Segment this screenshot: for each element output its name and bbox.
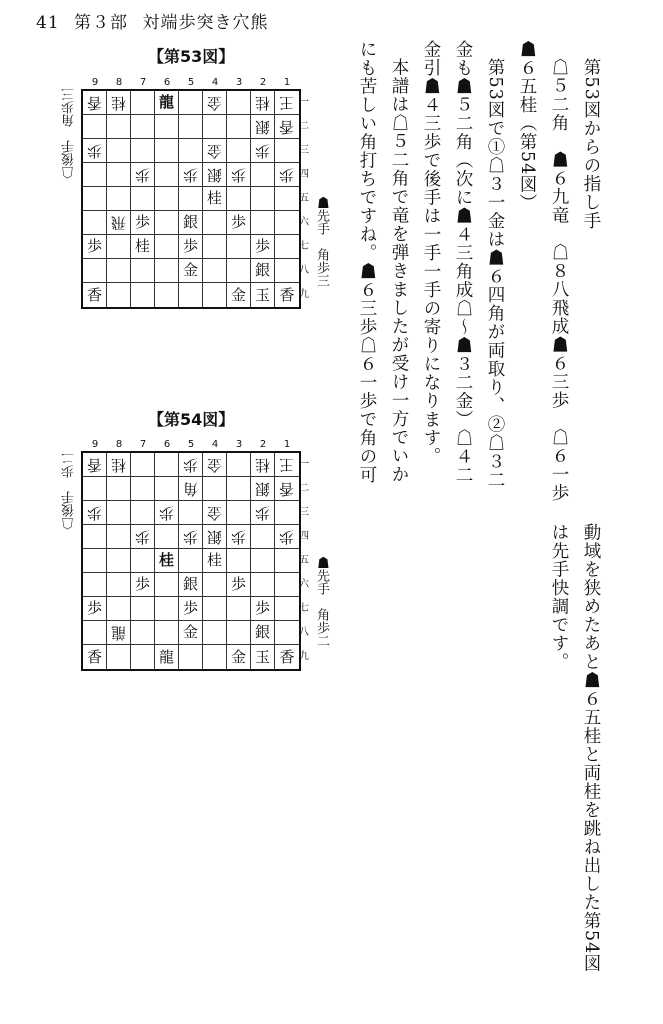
board-square	[251, 501, 275, 525]
gote-piece: 金	[206, 142, 222, 160]
board-square	[107, 645, 131, 669]
board-square	[251, 187, 275, 211]
rank-label: 四	[299, 531, 309, 542]
diagram-53-sente-hand: ☗先手 角歩三	[314, 196, 329, 287]
file-label: 6	[163, 77, 171, 88]
file-label: 5	[187, 439, 195, 450]
file-label: 1	[283, 439, 291, 450]
rank-label: 一	[299, 97, 309, 108]
board-square	[83, 477, 107, 501]
gote-piece: 歩	[134, 528, 150, 546]
gote-piece: 香	[279, 118, 295, 136]
file-label: 7	[139, 439, 147, 450]
gote-piece: 香	[86, 456, 102, 474]
gote-piece: 歩	[279, 166, 295, 184]
board-square	[179, 549, 203, 573]
board-square	[131, 139, 155, 163]
board-square	[203, 525, 227, 549]
board-square	[179, 283, 203, 307]
board-square	[251, 477, 275, 501]
rank-label: 七	[299, 241, 309, 252]
board-square	[131, 621, 155, 645]
board-square	[83, 283, 107, 307]
board-square	[203, 549, 227, 573]
sente-piece: 歩	[86, 237, 102, 255]
gote-piece: 歩	[86, 504, 102, 522]
board-square	[155, 163, 179, 187]
gote-piece: 王	[279, 456, 295, 474]
board-square	[131, 477, 155, 501]
rank-label: 二	[299, 121, 309, 132]
board-square	[107, 139, 131, 163]
board-square	[275, 235, 299, 259]
diagram-53-title: 【第53図】	[148, 47, 235, 66]
file-label: 2	[259, 77, 267, 88]
rank-label: 四	[299, 169, 309, 180]
board-square	[227, 501, 251, 525]
board-square	[131, 91, 155, 115]
board-square	[203, 235, 227, 259]
file-label: 5	[187, 77, 195, 88]
board-square	[227, 91, 251, 115]
board-square	[203, 477, 227, 501]
rank-label: 六	[299, 217, 309, 228]
sente-piece: 銀	[182, 575, 198, 593]
rank-label: 三	[299, 507, 309, 518]
file-label: 4	[211, 439, 219, 450]
gote-piece: 桂	[254, 94, 270, 112]
gote-piece: 歩	[254, 504, 270, 522]
board-square	[179, 477, 203, 501]
sente-piece: 香	[86, 285, 102, 304]
board-square	[227, 259, 251, 283]
body-column-7: 金も☗５二角（次に☗４三角成☖～☗３二金）☖４二	[453, 40, 473, 484]
board-square	[203, 259, 227, 283]
sente-piece: 歩	[254, 599, 270, 617]
body-column-8: 金引☗４三歩で後手は一手一手の寄りになります。	[421, 40, 441, 466]
board-square	[203, 453, 227, 477]
board-square	[227, 453, 251, 477]
board-square	[131, 597, 155, 621]
board-square	[131, 573, 155, 597]
sente-piece: 歩	[182, 237, 198, 255]
sente-piece: 香	[86, 647, 102, 666]
body-column-4: は先手快調です。	[549, 523, 569, 671]
diagram-54-rank-labels	[297, 453, 311, 669]
sente-piece: 龍	[158, 93, 174, 111]
board-square	[83, 115, 107, 139]
board-square	[275, 259, 299, 283]
gote-piece: 桂	[110, 456, 126, 474]
file-label: 2	[259, 439, 267, 450]
board-square	[203, 597, 227, 621]
board-square	[179, 187, 203, 211]
gote-piece: 香	[86, 94, 102, 112]
board-square	[83, 573, 107, 597]
sente-piece: 桂	[206, 189, 222, 207]
board-square	[107, 453, 131, 477]
board-square	[179, 645, 203, 669]
board-square	[131, 549, 155, 573]
board-square	[251, 525, 275, 549]
gote-piece: 銀	[254, 480, 270, 498]
board-square	[227, 115, 251, 139]
board-square	[155, 187, 179, 211]
board-square	[275, 211, 299, 235]
board-square	[131, 163, 155, 187]
gote-piece: 銀	[206, 528, 222, 546]
gote-piece: 歩	[279, 528, 295, 546]
board-square	[179, 259, 203, 283]
board-square	[251, 283, 275, 307]
gote-piece: 龍	[110, 624, 126, 642]
sente-piece: 香	[279, 285, 295, 304]
board-square	[179, 91, 203, 115]
board-square	[251, 163, 275, 187]
board-square	[203, 645, 227, 669]
gote-piece: 歩	[134, 166, 150, 184]
board-square	[227, 187, 251, 211]
rank-label: 二	[299, 483, 309, 494]
board-square	[227, 283, 251, 307]
rank-label: 七	[299, 603, 309, 614]
file-label: 3	[235, 77, 243, 88]
board-square	[179, 211, 203, 235]
rank-label: 三	[299, 145, 309, 156]
board-square	[83, 259, 107, 283]
board-square	[131, 453, 155, 477]
board-square	[107, 91, 131, 115]
gote-piece: 歩	[182, 166, 198, 184]
gote-piece: 歩	[230, 166, 246, 184]
sente-piece: 金	[230, 285, 246, 304]
sente-piece: 桂	[158, 551, 174, 569]
board-square	[179, 525, 203, 549]
board-square	[131, 115, 155, 139]
board-square	[155, 91, 179, 115]
board-square	[275, 597, 299, 621]
board-square	[251, 597, 275, 621]
file-label: 3	[235, 439, 243, 450]
board-square	[179, 115, 203, 139]
body-column-1: 第53図からの指し手	[581, 58, 601, 231]
rank-label: 九	[299, 289, 309, 300]
sente-piece: 銀	[182, 213, 198, 231]
gote-piece: 金	[206, 504, 222, 522]
board-square	[155, 477, 179, 501]
board-square	[227, 573, 251, 597]
sente-piece: 歩	[134, 213, 150, 231]
gote-piece: 銀	[254, 118, 270, 136]
sente-piece: 玉	[254, 647, 270, 666]
sente-piece: 桂	[134, 237, 150, 255]
board-square	[155, 645, 179, 669]
gote-piece: 歩	[230, 528, 246, 546]
board-square	[275, 549, 299, 573]
board-square	[179, 597, 203, 621]
board-square	[83, 139, 107, 163]
board-square	[155, 115, 179, 139]
diagram-53-gote-hand: ☖後手 角歩三	[62, 88, 77, 179]
board-square	[203, 115, 227, 139]
board-square	[179, 235, 203, 259]
board-square	[131, 259, 155, 283]
board-square	[155, 597, 179, 621]
board-square	[107, 477, 131, 501]
board-square	[275, 573, 299, 597]
board-square	[131, 645, 155, 669]
board-square	[155, 259, 179, 283]
body-column-3: ☗６五桂（第54図）	[517, 40, 537, 213]
gote-piece: 飛	[110, 214, 126, 232]
board-square	[251, 621, 275, 645]
board-square	[203, 91, 227, 115]
board-square	[83, 549, 107, 573]
rank-label: 八	[299, 627, 309, 638]
board-square	[227, 235, 251, 259]
sente-piece: 銀	[254, 623, 270, 641]
sente-piece: 歩	[86, 599, 102, 617]
gote-piece: 歩	[158, 504, 174, 522]
board-square	[275, 187, 299, 211]
page-header	[36, 8, 276, 33]
board-square	[83, 525, 107, 549]
sente-piece: 玉	[254, 285, 270, 304]
board-square	[227, 525, 251, 549]
board-square	[203, 163, 227, 187]
part-label: 第３部	[74, 13, 129, 33]
body-column-10: にも苦しい角打ちですね。☗６三歩☖６一歩で角の可	[357, 40, 377, 484]
gote-piece: 歩	[182, 456, 198, 474]
board-square	[179, 573, 203, 597]
board-square	[155, 621, 179, 645]
sente-piece: 龍	[158, 647, 174, 666]
board-square	[155, 235, 179, 259]
sente-piece: 歩	[182, 599, 198, 617]
gote-piece: 香	[279, 480, 295, 498]
sente-piece: 歩	[254, 237, 270, 255]
gote-piece: 歩	[182, 528, 198, 546]
board-square	[203, 621, 227, 645]
rank-label: 六	[299, 579, 309, 590]
board-square	[227, 211, 251, 235]
board-square	[251, 573, 275, 597]
gote-piece: 桂	[254, 456, 270, 474]
gote-piece: 角	[182, 480, 198, 498]
board-square	[107, 573, 131, 597]
diagram-54-title: 【第54図】	[148, 410, 235, 429]
board-square	[131, 187, 155, 211]
board-square	[131, 211, 155, 235]
body-column-6: 第53図で①☖３一金は☗６四角が両取り、②☖３二	[485, 58, 505, 490]
board-square	[131, 283, 155, 307]
sente-piece: 金	[230, 647, 246, 666]
board-square	[203, 187, 227, 211]
diagram-54-file-labels	[83, 439, 299, 451]
body-column-2: ☖５二角 ☗６九竜 ☖８八飛成☗６三歩 ☖６一歩	[549, 58, 569, 502]
file-label: 9	[91, 439, 99, 450]
board-square	[83, 597, 107, 621]
board-square	[203, 573, 227, 597]
board-square	[107, 163, 131, 187]
board-square	[203, 139, 227, 163]
board-square	[83, 187, 107, 211]
body-column-5: 動域を狭めたあと☗６五桂と両桂を跳ね出した第54図	[581, 523, 601, 973]
board-square	[275, 453, 299, 477]
board-square	[251, 259, 275, 283]
board-square	[275, 501, 299, 525]
rank-label: 九	[299, 651, 309, 662]
board-square	[227, 549, 251, 573]
board-square	[227, 139, 251, 163]
board-square	[83, 501, 107, 525]
board-square	[275, 283, 299, 307]
board-square	[107, 187, 131, 211]
file-label: 9	[91, 77, 99, 88]
gote-piece: 銀	[206, 166, 222, 184]
board-square	[251, 549, 275, 573]
board-square	[107, 283, 131, 307]
board-square	[275, 163, 299, 187]
board-square	[107, 259, 131, 283]
sente-piece: 金	[182, 623, 198, 641]
board-square	[275, 645, 299, 669]
gote-piece: 歩	[86, 142, 102, 160]
board-square	[131, 525, 155, 549]
board-square	[83, 621, 107, 645]
board-square	[275, 115, 299, 139]
board-square	[227, 163, 251, 187]
board-square	[227, 597, 251, 621]
board-square	[83, 645, 107, 669]
sente-piece: 金	[182, 261, 198, 279]
sente-piece: 銀	[254, 261, 270, 279]
sente-piece: 香	[279, 647, 295, 666]
board-square	[107, 549, 131, 573]
board-square	[179, 163, 203, 187]
board-square	[83, 91, 107, 115]
board-square	[227, 645, 251, 669]
board-square	[227, 621, 251, 645]
page-number: 41	[36, 13, 60, 33]
board-square	[155, 453, 179, 477]
board-square	[155, 139, 179, 163]
board-square	[179, 453, 203, 477]
board-square	[251, 115, 275, 139]
board-square	[251, 645, 275, 669]
file-label: 8	[115, 439, 123, 450]
board-square	[155, 501, 179, 525]
diagram-54-board	[81, 451, 301, 671]
board-square	[107, 597, 131, 621]
board-square	[275, 139, 299, 163]
file-label: 6	[163, 439, 171, 450]
sente-piece: 歩	[230, 213, 246, 231]
file-label: 4	[211, 77, 219, 88]
board-square	[155, 211, 179, 235]
board-square	[179, 501, 203, 525]
board-square	[155, 573, 179, 597]
board-square	[251, 235, 275, 259]
rank-label: 五	[299, 193, 309, 204]
board-square	[203, 211, 227, 235]
sente-piece: 歩	[230, 575, 246, 593]
board-square	[155, 283, 179, 307]
gote-piece: 歩	[254, 142, 270, 160]
diagram-54-gote-hand: ☖後手 歩二	[62, 452, 77, 530]
section-title: 対端歩突き穴熊	[142, 13, 269, 33]
body-column-9: 本譜は☖５二角で竜を弾きましたが受け一方でいか	[389, 58, 409, 484]
diagram-53-board	[81, 89, 301, 309]
board-square	[203, 283, 227, 307]
diagram-53-file-labels	[83, 77, 299, 89]
board-square	[251, 211, 275, 235]
board-square	[83, 163, 107, 187]
board-square	[107, 211, 131, 235]
rank-label: 一	[299, 459, 309, 470]
sente-piece: 桂	[206, 551, 222, 569]
rank-label: 五	[299, 555, 309, 566]
board-square	[155, 525, 179, 549]
board-square	[275, 91, 299, 115]
file-label: 1	[283, 77, 291, 88]
board-square	[251, 453, 275, 477]
board-square	[275, 477, 299, 501]
file-label: 8	[115, 77, 123, 88]
board-square	[155, 549, 179, 573]
board-square	[107, 525, 131, 549]
board-square	[83, 211, 107, 235]
file-label: 7	[139, 77, 147, 88]
board-square	[83, 235, 107, 259]
gote-piece: 王	[279, 94, 295, 112]
board-square	[179, 139, 203, 163]
diagram-53-rank-labels	[297, 91, 311, 307]
board-square	[131, 501, 155, 525]
diagram-54-sente-hand: ☗先手 角歩二	[314, 556, 329, 647]
board-square	[275, 525, 299, 549]
board-square	[107, 621, 131, 645]
board-square	[107, 115, 131, 139]
board-square	[83, 453, 107, 477]
board-square	[107, 501, 131, 525]
board-square	[227, 477, 251, 501]
board-square	[251, 139, 275, 163]
board-square	[251, 91, 275, 115]
gote-piece: 金	[206, 456, 222, 474]
board-square	[107, 235, 131, 259]
sente-piece: 歩	[134, 575, 150, 593]
board-square	[203, 501, 227, 525]
rank-label: 八	[299, 265, 309, 276]
board-square	[179, 621, 203, 645]
board-square	[131, 235, 155, 259]
gote-piece: 桂	[110, 94, 126, 112]
board-square	[275, 621, 299, 645]
gote-piece: 金	[206, 94, 222, 112]
